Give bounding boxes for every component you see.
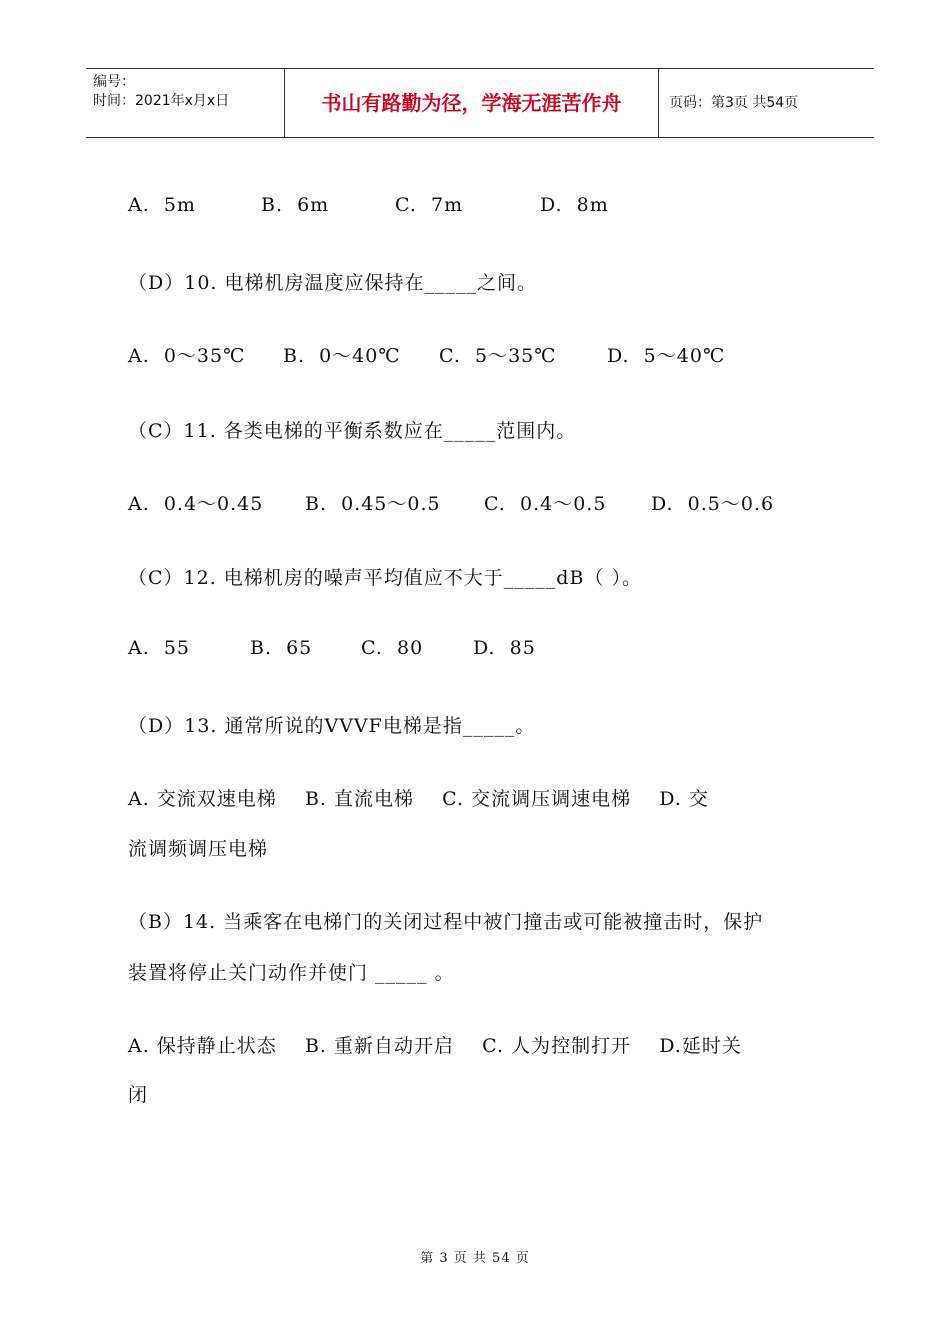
time-label: 时间：2021年x月x日 bbox=[93, 93, 230, 109]
header-page-info: 页码：第3页 共54页 bbox=[669, 95, 799, 111]
option-d: D. 8m bbox=[540, 194, 609, 216]
header-left-cell bbox=[86, 69, 284, 137]
option-d: D. 85 bbox=[473, 637, 536, 659]
question-13-options-line-2: 流调频调压电梯 bbox=[128, 838, 269, 860]
option-b: B. 6m bbox=[261, 194, 330, 216]
option-c: C. 80 bbox=[361, 637, 424, 659]
question-10-options bbox=[128, 341, 828, 367]
option-b: B. 65 bbox=[250, 637, 313, 659]
question-9-options bbox=[128, 194, 828, 220]
question-14-stem-line-2: 装置将停止关门动作并使门 _____ 。 bbox=[128, 962, 455, 984]
option-c: C. 0.4～0.5 bbox=[484, 493, 607, 515]
option-a: A. 0.4～0.45 bbox=[128, 493, 264, 515]
option-a: A. 55 bbox=[128, 637, 191, 659]
option-c: C. 5～35℃ bbox=[439, 345, 557, 367]
question-13-options-line-1: A. 交流双速电梯 B. 直流电梯 C. 交流调压调速电梯 D. 交 bbox=[128, 788, 709, 810]
question-14-stem-line-1: （B）14. 当乘客在电梯门的关闭过程中被门撞击或可能被撞击时，保护 bbox=[128, 911, 764, 933]
option-a: A. 0～35℃ bbox=[128, 345, 246, 367]
header-motto: 书山有路勤为径，学海无涯苦作舟 bbox=[284, 69, 659, 137]
option-b: B. 0～40℃ bbox=[283, 345, 401, 367]
question-14-options-line-2: 闭 bbox=[128, 1084, 149, 1106]
option-d: D. 0.5～0.6 bbox=[651, 493, 775, 515]
option-b: B. 0.45～0.5 bbox=[305, 493, 441, 515]
option-c: C. 7m bbox=[395, 194, 464, 216]
question-11-stem: （C）11. 各类电梯的平衡系数应在_____范围内。 bbox=[128, 420, 577, 442]
number-label: 编号： bbox=[93, 74, 135, 90]
question-10-stem: （D）10. 电梯机房温度应保持在_____之间。 bbox=[128, 272, 537, 294]
option-d: D. 5～40℃ bbox=[607, 345, 726, 367]
page-footer: 第 3 页 共 54 页 bbox=[420, 1251, 530, 1266]
question-11-options bbox=[128, 489, 828, 515]
question-14-options-line-1: A. 保持静止状态 B. 重新自动开启 C. 人为控制打开 D.延时关 bbox=[128, 1035, 742, 1057]
option-a: A. 5m bbox=[128, 194, 196, 216]
question-13-stem: （D）13. 通常所说的VVVF电梯是指_____。 bbox=[128, 715, 536, 737]
question-12-options bbox=[128, 637, 828, 663]
page-header bbox=[86, 68, 874, 138]
question-12-stem: （C）12. 电梯机房的噪声平均值应不大于_____dB（ ）。 bbox=[128, 567, 642, 589]
